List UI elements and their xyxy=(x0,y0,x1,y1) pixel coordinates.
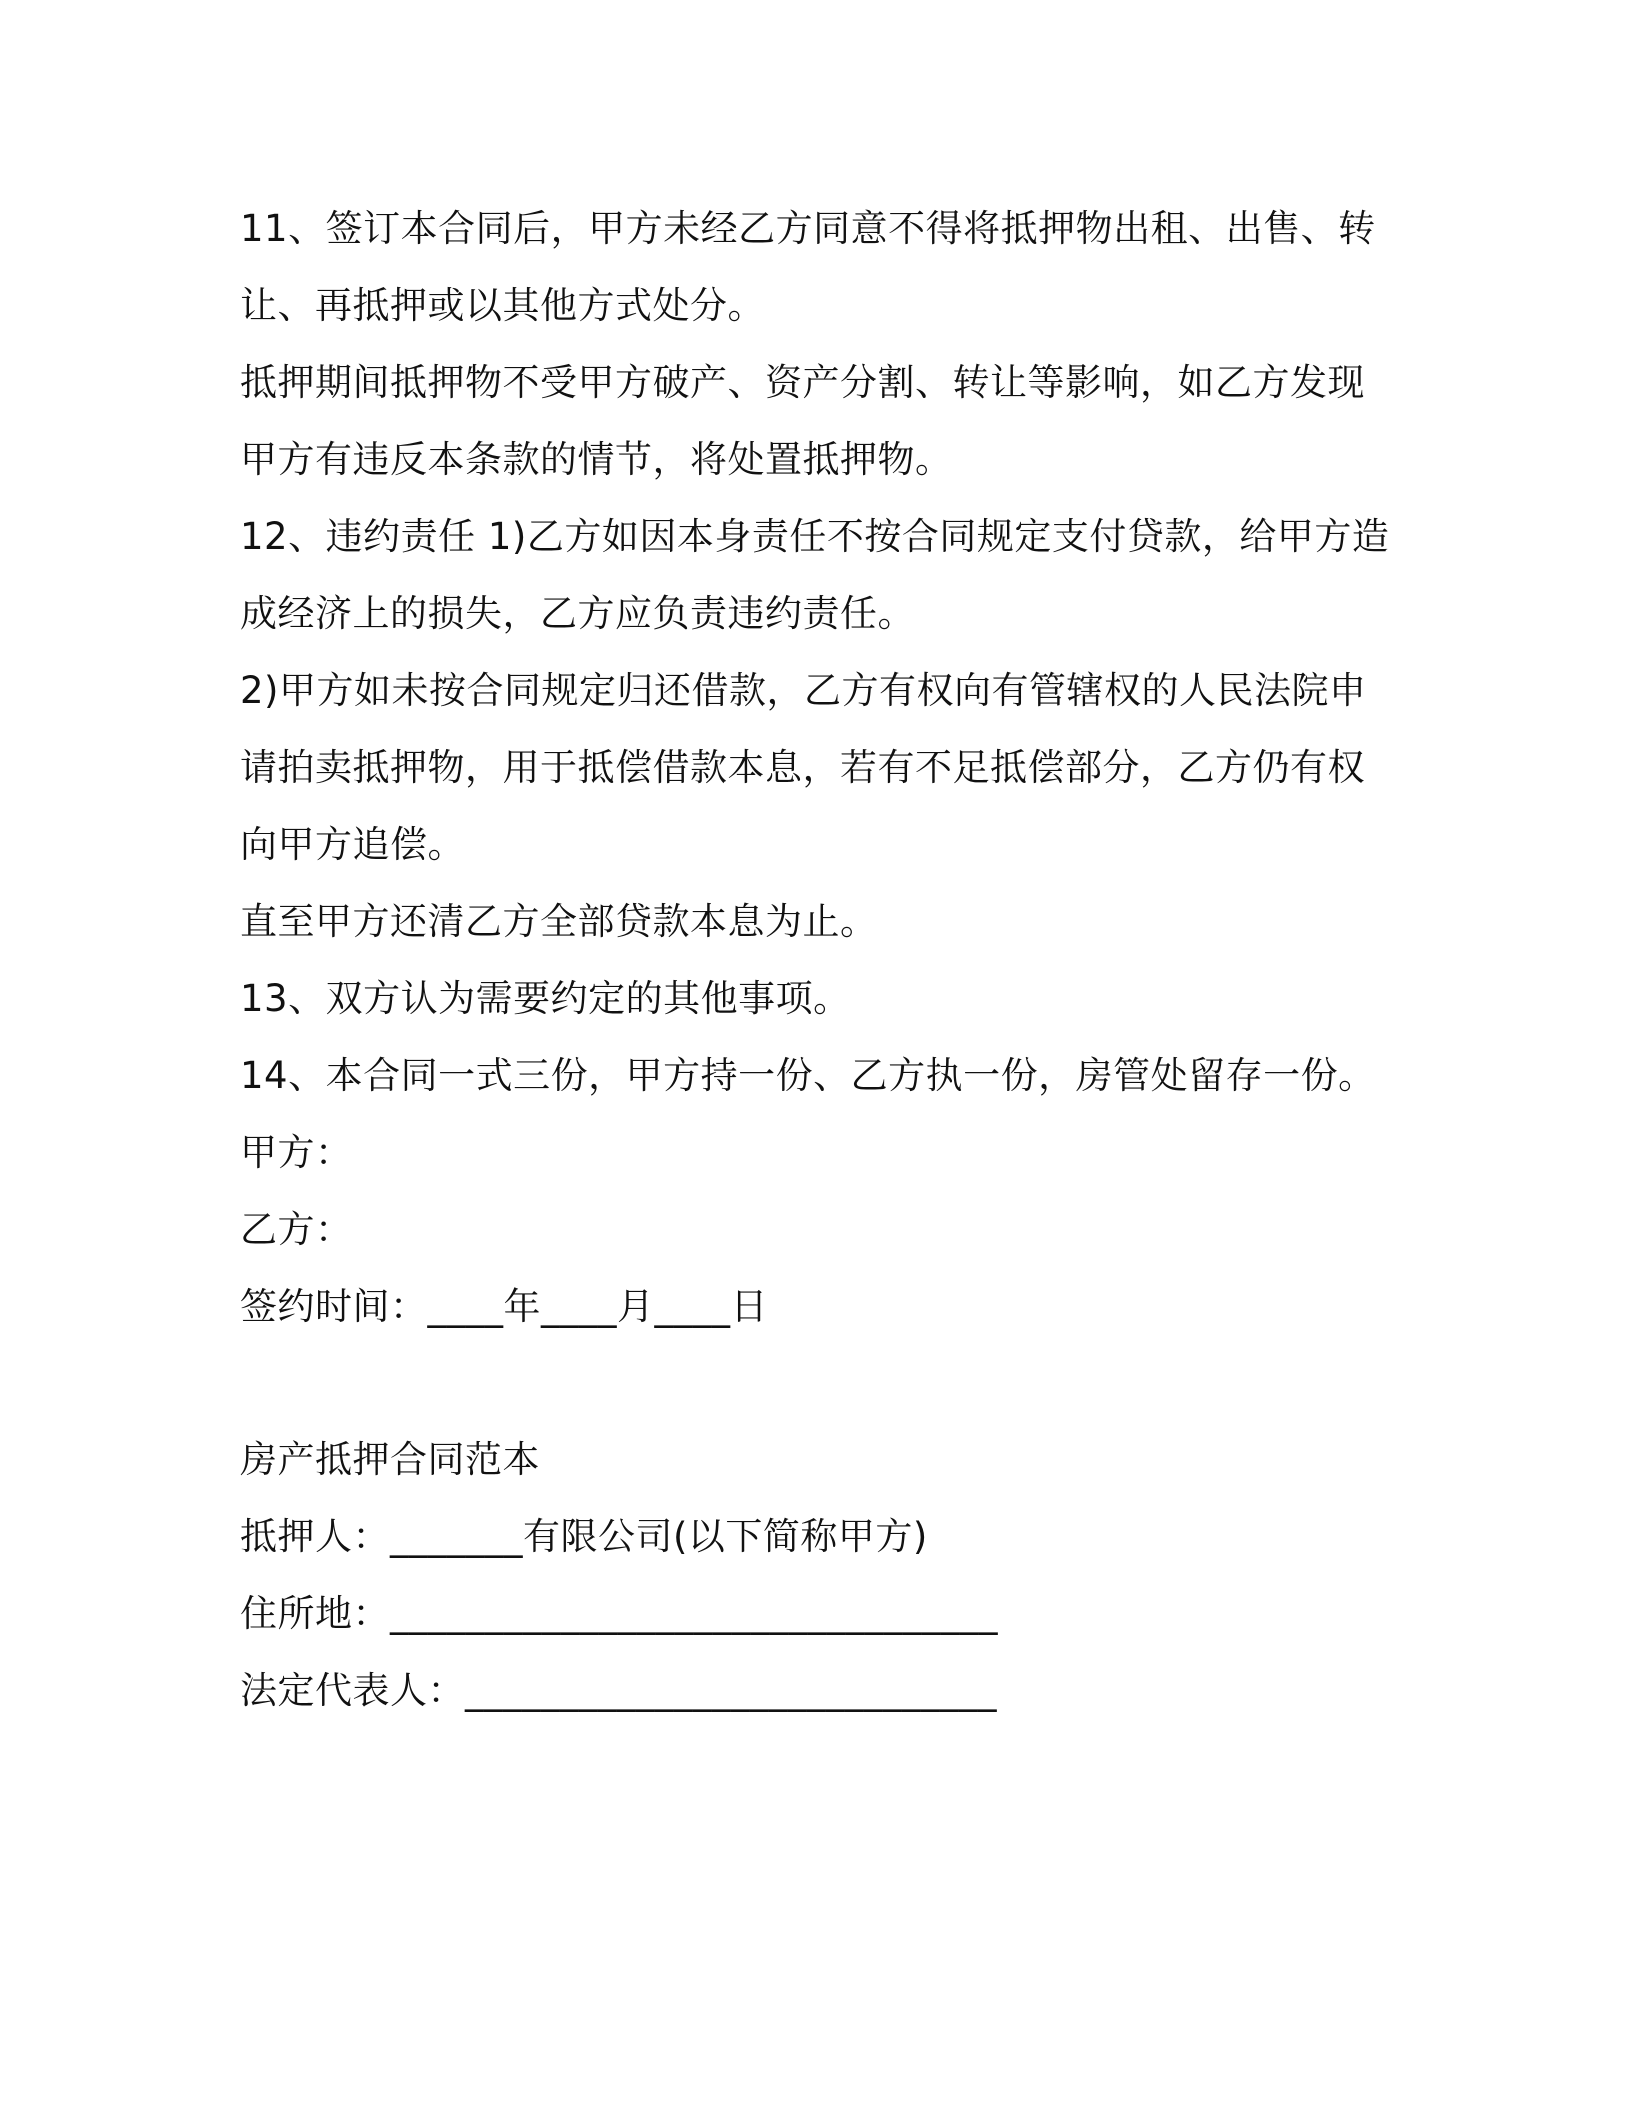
clause-12-final-line: 直至甲方还清乙方全部贷款本息为止。 xyxy=(240,900,878,943)
clause-12-line-1: 12、违约责任 1)乙方如因本身责任不按合同规定支付贷款，给甲方造 xyxy=(240,515,1390,558)
clause-11-line-1: 11、签订本合同后，甲方未经乙方同意不得将抵押物出租、出售、转 xyxy=(240,207,1376,250)
signing-date-line: 签约时间：____年____月____日 xyxy=(240,1285,768,1328)
clause-13: 13、双方认为需要约定的其他事项。 xyxy=(240,977,851,1020)
address-line: 住所地：________________________________ xyxy=(240,1592,998,1635)
clause-12-item-2-line-2: 请拍卖抵押物，用于抵偿借款本息，若有不足抵偿部分，乙方仍有权 xyxy=(240,746,1365,789)
legal-representative-line: 法定代表人：____________________________ xyxy=(240,1669,997,1712)
clause-11-paragraph-2-line-1: 抵押期间抵押物不受甲方破产、资产分割、转让等影响，如乙方发现 xyxy=(240,361,1365,404)
party-b-signature-line: 乙方： xyxy=(240,1208,353,1251)
clause-11-line-2: 让、再抵押或以其他方式处分。 xyxy=(240,284,765,327)
party-a-signature-line: 甲方： xyxy=(240,1131,353,1174)
document-body xyxy=(240,190,1390,1729)
section-gap xyxy=(240,1345,1380,1421)
second-contract-title: 房产抵押合同范本 xyxy=(240,1438,540,1481)
clause-14: 14、本合同一式三份，甲方持一份、乙方执一份，房管处留存一份。 xyxy=(240,1054,1376,1097)
clause-12-item-2-line-1: 2)甲方如未按合同规定归还借款，乙方有权向有管辖权的人民法院申 xyxy=(240,669,1367,712)
clause-11-paragraph-2-line-2: 甲方有违反本条款的情节，将处置抵押物。 xyxy=(240,438,953,481)
clause-12-line-2: 成经济上的损失，乙方应负责违约责任。 xyxy=(240,592,915,635)
mortgagor-line: 抵押人：_______有限公司(以下简称甲方) xyxy=(240,1515,928,1558)
clause-12-item-2-line-3: 向甲方追偿。 xyxy=(240,823,465,866)
